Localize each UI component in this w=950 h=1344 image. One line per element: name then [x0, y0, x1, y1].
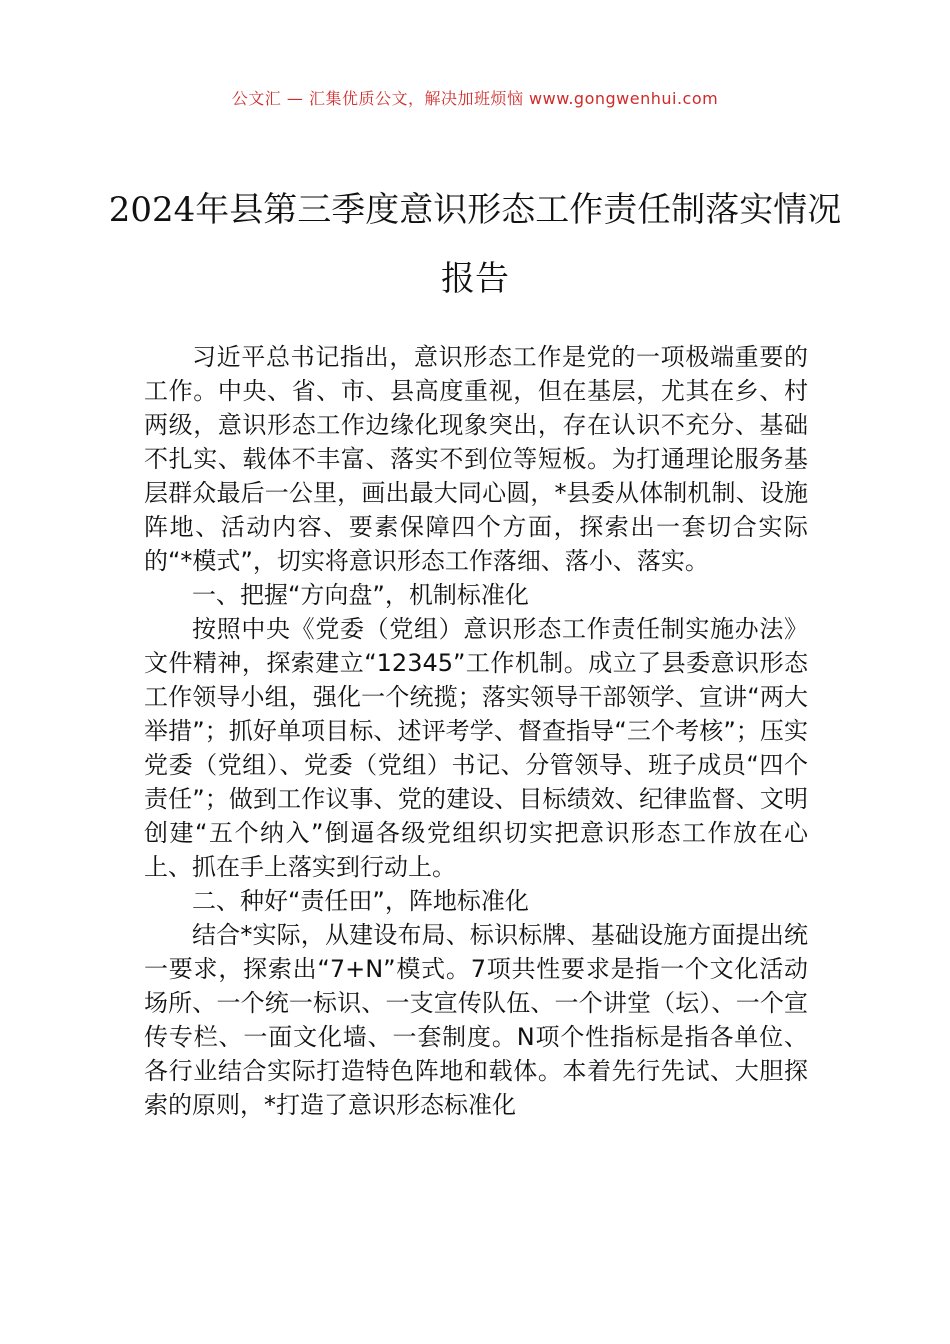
intro-paragraph: 习近平总书记指出，意识形态工作是党的一项极端重要的工作。中央、省、市、县高度重视，但在基层，尤其在乡、村两级，意识形态工作边缘化现象突出，存在认识不充分、基础不扎实、载体不丰富、落实不到位等短板。为打通理论服务基层群众最后一公里，画出最大同心圆，*县委从体制机制、设施阵地、活动内容、要素保障四个方面，探索出一套切合实际的“*模式”，切实将意识形态工作落细、落小、落实。 [144, 343, 808, 575]
document-title: 2024年县第三季度意识形态工作责任制落实情况报告 [108, 190, 842, 299]
section-heading-1: 一、把握“方向盘”，机制标准化 [192, 581, 529, 609]
section-2-paragraph: 结合*实际，从建设布局、标识标牌、基础设施方面提出统一要求，探索出“7+N”模式。7项共性要求是指一个文化活动场所、一个统一标识、一支宣传队伍、一个讲堂（坛）、一个宣传专栏、一面文化墙、一套制度。N项个性指标是指各单位、各行业结合实际打造特色阵地和载体。本着先行先试、大胆探索的原则，*打造了意识形态标准化 [144, 921, 808, 1119]
document-body [144, 340, 808, 1122]
section-1-paragraph: 按照中央《党委（党组）意识形态工作责任制实施办法》文件精神，探索建立“12345”工作机制。成立了县委意识形态工作领导小组，强化一个统揽；落实领导干部领学、宣讲“两大举措”；抓好单项目标、述评考学、督查指导“三个考核”；压实党委（党组）、党委（党组）书记、分管领导、班子成员“四个责任”；做到工作议事、党的建设、目标绩效、纪律监督、文明创建“五个纳入”倒逼各级党组织切实把意识形态工作放在心上、抓在手上落实到行动上。 [144, 615, 808, 881]
section-heading-2: 二、种好“责任田”，阵地标准化 [192, 887, 529, 915]
header-banner: 公文汇 — 汇集优质公文，解决加班烦恼 www.gongwenhui.com [231, 89, 719, 108]
